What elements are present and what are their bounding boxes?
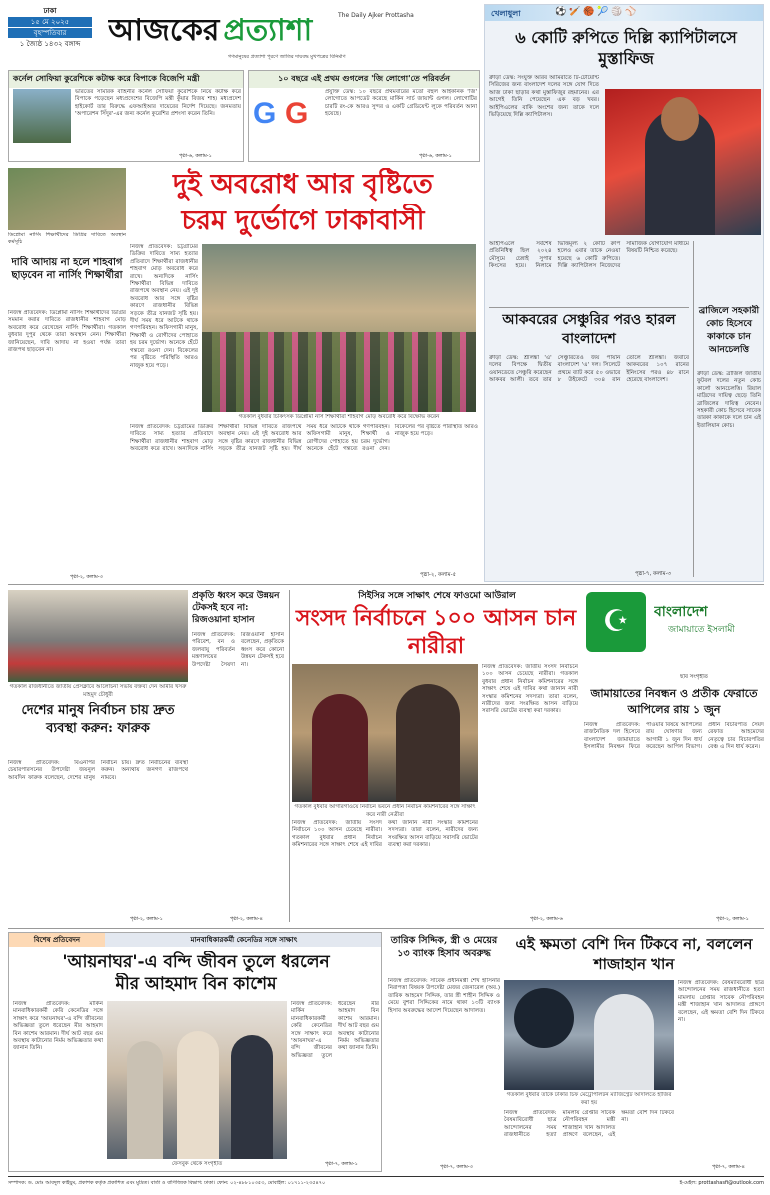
jamaat-jump: পৃষ্ঠা-২, কলাম-১ [716,916,749,922]
rizwana-headline: প্রকৃতি ধ্বংস করে উন্নয়ন টেকসই হবে না: রিজওয়ানা হাসান [192,591,280,625]
shahjahan-side-body: নিজস্ব প্রতিবেদক: বৈষম্যবিরোধী ছাত্র আন্দোলনের সময় রাজধানীতে হত্যা মামলায় গ্রেপ্তার সাবেক নৌপরিবহন মন্ত্রী শাজাহান খান আদালত প্রাঙ্গণে বলেছেন, এই ক্ষমতা বেশি দিন টিকবে না। [678,980,764,1024]
top-left-headline: কর্নেল সোফিয়া কুরেশিকে কটাক্ষ করে বিপাকে বিজেপি মন্ত্রী [9,71,243,88]
sport-body: আইপিএলে সর্বশেষ প্রতিনিধিত্ব ছিল ২০২৪ মৌসুমে চেন্নাই সুপার কিংসের হয়ে। নিলামে ভিত্তিমূল্য ২ কোটি রুপি হলেও এবার তাকে নেওয়া হয়েছে ৬ কোটি রুপিতে। দিল্লি ক্যাপিটালস নিজেদের সামাজিক যোগাযোগ মাধ্যমে বিষয়টি নিশ্চিত করেছে। [489,241,689,270]
sport-section-bar [485,5,764,21]
rizwana-body: নিজস্ব প্রতিবেদক: পরিবেশ, বন ও জলবায়ু পরিবর্তন মন্ত্রণালয়ের উপদেষ্টা সৈয়দা রিজওয়ানা হাসান বলেছেন, প্রকৃতিকে ধ্বংস করে কোনো উন্নয়ন টেকসই হবে না। [192,632,284,668]
cricket-headline: আকবরের সেঞ্চুরির পরও হারল বাংলাদেশ [502,312,676,347]
lead-headline-line2: চরম দুর্ভোগে ঢাকাবাসী [181,205,425,236]
special-photo-caption: ফেসবুক থেকে সংগৃহীত [171,1161,223,1167]
sport-icons: ⚽ 🏏 🏀 🎾 🏐 ⚾ [555,7,637,17]
shahjahan-headline: এই ক্ষমতা বেশি দিন টিকবে না, বললেন শাজাহান খান [515,935,753,973]
mustafiz-photo [605,89,761,235]
farooq-headline: দেশের মানুষ নির্বাচন চায় দ্রুত ব্যবস্থা করুন: ফারুক [21,703,175,736]
jamaat-logo-box [584,590,764,660]
woman-right [396,684,460,802]
masthead-date-bn: ১ জ্যৈষ্ঠ ১৪৩২ বঙ্গাব্দ [19,40,81,48]
tarique-body: নিজস্ব প্রতিবেদক: সাবেক প্রধানমন্ত্রী শেখ হাসিনার নিরাপত্তা বিষয়ক উপদেষ্টা মেজর জেনারেল (অব.) তারিক আহমেদ সিদ্দিক, তার স্ত্রী শাহীন সিদ্দিক ও মেয়ে বুশরা সিদ্দিকের নামে থাকা ১৩টি ব্যাংক হিসাব অবরুদ্ধের আদেশ দিয়েছেন আদালত। [388,978,500,1014]
women-photo [292,664,478,802]
person-3 [231,1035,273,1159]
farooq-caption: গতকাল রাজধানীতে জাতীয় প্রেসক্লাবে আলোচনা সভায় বক্তব্য দেন আমীর খসরু মাহমুদ চৌধুরী [9,684,187,698]
women-jump: পৃষ্ঠা-২, কলাম-৬ [530,916,563,922]
lead-photo-caption: গতকাল বুধবার চিকিৎসক ডিপ্লোমা নার্স শিক্ষার্থীরা শাহবাগ মোড় অবরোধ করে বিক্ষোভ করেন [238,414,440,420]
farooq-jump: পৃষ্ঠা-২, কলাম-১ [130,916,163,922]
cricket-body: ক্রীড়া ডেস্ক: শ্রীলঙ্কা 'এ' দলের বিপক্ষে দ্বিতীয় ওয়ানডেতে সেঞ্চুরি করেছেন আকবর আলী। তবে তার সেঞ্চুরিতেও জয় পায়নি বাংলাদেশ 'এ' দল। সিলেটে প্রথমে ব্যাট করে ৫০ ওভারে ৮ উইকেটে ৩০৪ রান তোলে শ্রীলঙ্কা। জবাবে আকবরের ১০৭ রানের ইনিংসের পরও ৪৮ রানে হেরেছে বাংলাদেশ। [489,355,689,384]
special-body: নিজস্ব প্রতিবেদক: মার্কিন মানবাধিকারকর্মী কেরি কেনেডির সঙ্গে সাক্ষাৎ করে 'আয়নাঘর'-এ বন্দি জীবনের অভিজ্ঞতা তুলে ধরেছেন মীর আহমাদ বিন কাশেম আরমান। দীর্ঘ আট বছর গুম অবস্থায় কাটানোর নির্মম অভিজ্ঞতার কথা জানান তিনি। [291,1001,379,1059]
google-headline: ১০ বছরে এই প্রথম গুগলের 'জি লোগো'তে পরিবর্তন [249,71,479,88]
masthead-city: ঢাকা [43,7,57,15]
sport-lead: ক্রীড়া ডেস্ক: সংযুক্ত আরব আমিরাতে টি-টোয়েন্টি সিরিজের জন্য বাংলাদেশ দলের সঙ্গে যোগ দিতে আজ ঢাকা ছাড়ার কথা মুস্তাফিজুর রহমানের। এর আগেই তিনি পেয়েছেন এক বড় খবর। আইপিএলের বাকি অংশের জন্য তাকে দলে ভিড়িয়েছে দিল্লি ক্যাপিটালস। [489,75,599,119]
special-tag: বিশেষ প্রতিবেদন [9,933,105,947]
footer-imprint: সম্পাদক: ড. মোঃ আবদুল কাইয়ুম, প্রকাশক কর্তৃক প্রকাশিত এবং মুদ্রিত। বার্তা ও বাণিজ্যিক বিভাগ: ঢাকা। ফোন: ০২-৪৮৮১০৩৫৩, মোবাইল: ০১৭১১-২৩৫৪৭০ [8,1180,326,1186]
women-body-continued: নিজস্ব প্রতিবেদক: জাতীয় সংসদ নির্বাচনে ১০০ আসন চেয়েছে নারীরা। গতকাল বুধবার প্রধান নির্বাচন কমিশনারের সঙ্গে সাক্ষাৎ শেষে এই দাবির কথা জানান নারী সংস্কার কমিশনের সদস্যরা। তারা বলেন, নারীদের জন্য সংরক্ষিত আসন বাড়িয়ে সরাসরি ভোটের ব্যবস্থা করা দরকার। [482,664,578,715]
nursing-body: নিজস্ব প্রতিবেদক: ডিপ্লোমা নার্সিং শিক্ষার্থীদের ডিগ্রির সমমান করার দাবিতে রাজধানীর শাহবাগ মোড় অবরোধ করে রেখেছেন নার্সিং শিক্ষার্থীরা। গতকাল বুধবার দুপুর থেকে তারা অবস্থান নেন। শিক্ষার্থীরা জানিয়েছেন, দাবি আদায় না হওয়া পর্যন্ত তারা রাজপথ ছাড়বেন না। [8,310,126,354]
tarique-jump: পৃষ্ঠা-৭, কলাম-৩ [440,1164,473,1170]
jamaat-body: নিজস্ব প্রতিবেদক: রাজনৈতিক দল হিসেবে বাংলাদেশ জামায়াতে ইসলামীর নিবন্ধন ফিরে পাওয়ার বিষয়ে আপিলের রায় ঘোষণার জন্য আগামী ১ জুন দিন ধার্য করেছেন আপিল বিভাগ। প্রধান বিচারপতি সৈয়দ রেফাত আহমেদের নেতৃত্বে চার বিচারপতির বেঞ্চ এ দিন ধার্য করেন। [584,722,764,751]
special-photo [107,1001,287,1159]
newspaper-tagline: গণমানুষের প্রত্যাশা পূরণে জাতির দায়বদ্ধ মুখপত্রের বিনির্মাণ [228,54,346,60]
masthead-weekday: বৃহস্পতিবার [8,28,92,38]
jamaat-logo-sub: জামায়াতে ইসলামী [668,625,735,635]
google-logo-new: G [285,97,309,130]
date-box [8,6,92,58]
jamaat-credit: ছবি সংগৃহীত [680,674,708,680]
jamaat-logo: ☪ [586,592,646,652]
top-left-jump: পৃষ্ঠা-৬, কলাম-১ [179,153,212,159]
jamaat-logo-text: বাংলাদেশ [654,604,708,620]
shahjahan-caption: গতকাল বুধবার তাকে ঢাকার চিফ মেট্রোপলিটন ম্যাজিস্ট্রেট আদালতে হাজির করা হয় [506,1092,672,1106]
women-body: নিজস্ব প্রতিবেদক: জাতীয় সংসদ নির্বাচনে ১০০ আসন চেয়েছে নারীরা। গতকাল বুধবার প্রধান নির্বাচন কমিশনারের সঙ্গে সাক্ষাৎ শেষে এই দাবির কথা জানান নারী সংস্কার কমিশনের সদস্যরা। তারা বলেন, নারীদের জন্য সংরক্ষিত আসন বাড়িয়ে সরাসরি ভোটের ব্যবস্থা করা দরকার। [292,820,478,849]
woman-left [312,694,368,802]
rizwana-jump: পৃষ্ঠা-২, কলাম-৪ [230,916,263,922]
brazil-body: ক্রীড়া ডেস্ক: ব্রাজিল জাতীয় ফুটবল দলের নতুন কোচ কার্লো আনচেলত্তি। রিয়াল মাদ্রিদের দায়িত্ব ছেড়ে তিনি ব্রাজিলের দায়িত্ব নেবেন। সহকারী কোচ হিসেবে সাবেক তারকা কাকাকে দলে চান এই ইতালিয়ান কোচ। [697,371,761,429]
special-intro: নিজস্ব প্রতিবেদক: মার্কিন মানবাধিকারকর্মী কেরি কেনেডির সঙ্গে সাক্ষাৎ করে 'আয়নাঘর'-এ বন্দি জীবনের অভিজ্ঞতা তুলে ধরেছেন মীর আহমাদ বিন কাশেম আরমান। দীর্ঘ আট বছর গুম অবস্থায় কাটানোর নির্মম অভিজ্ঞতার কথা জানান তিনি। [13,1001,103,1052]
farooq-photo [8,590,188,682]
shahjahan-photo [504,980,674,1090]
person-2 [177,1031,219,1159]
nursing-photo [8,168,126,230]
women-caption: গতকাল বুধবার আগারগাঁওয়ে নির্বাচন ভবনে প্রধান নির্বাচন কমিশনারের সঙ্গে সাক্ষাৎ করে নারী নেত্রীরা [294,804,476,818]
newspaper-name-english: The Daily Ajker Prottasha [338,12,414,19]
google-story [248,70,480,162]
special-headline-line1: 'আয়নাঘর'-এ বন্দি জীবন তুলে ধরলেন [62,952,330,972]
newspaper-name-part1: আজকের [108,13,220,48]
shahjahan-jump: পৃষ্ঠা-৭, কলাম-৪ [712,1164,745,1170]
cricket-jump: পৃষ্ঠা-৭, কলাম-৩ [635,571,672,577]
nursing-jump: পৃষ্ঠা-২, কলাম-৩ [70,574,103,580]
google-jump: পৃষ্ঠা-৬, কলাম-১ [419,153,452,159]
google-body: প্রযুক্তি ডেস্ক: ১০ বছরে প্রথমবারের মতো বহুল আইকনিক 'জি' লোগোতে আপডেট করেছে মার্কিন সার্চ জায়ান্ট গুগল। লোগোটির চারটি রং-কে আরও সুন্দর ও একটি গ্রেডিয়েন্ট লুকে পরিবর্তন আনা হয়েছে। [325,89,477,118]
shahjahan-figure [594,994,654,1090]
special-headline-line2: মীর আহমাদ বিন কাশেম [115,974,277,994]
women-kicker: সিইসির সঙ্গে সাক্ষাৎ শেষে ফাওমো আউরাল [358,591,516,601]
brazil-headline: ব্রাজিলে সহকারী কোচ হিসেবে কাকাকে চান আনচেলত্তি [698,306,760,355]
shahjahan-body: নিজস্ব প্রতিবেদক: বৈষম্যবিরোধী ছাত্র আন্দোলনের সময় রাজধানীতে হত্যা মামলায় গ্রেপ্তার সাবেক নৌপরিবহন মন্ত্রী শাজাহান খান আদালত প্রাঙ্গণে বলেছেন, এই ক্ষমতা বেশি দিন টিকবে না। [504,1110,674,1139]
farooq-body: নিজস্ব প্রতিবেদক: বিএনপির চেয়ারপারসনের উপদেষ্টা জয়নুল আবদিন ফারুক বলেছেন, দেশের মানুষ নির্বাচন চায়। দ্রুত নির্বাচনের ব্যবস্থা করুন। অন্যথায় জনগণ রাজপথে নামবে। [8,760,188,781]
player-head [661,97,699,141]
masthead [8,6,480,66]
google-logo-old: G [253,97,277,130]
newspaper-name [108,6,480,52]
colonel-photo [13,89,71,143]
nursing-headline: দাবি আদায় না হলে শাহবাগ ছাড়বেন না নার্সিং শিক্ষার্থীরা [11,257,123,281]
lead-jump: পৃষ্ঠা-২, কলাম-৫ [420,572,457,578]
crowd-shape [202,332,476,412]
lead-photo [202,244,476,412]
tarique-headline: তারিক সিদ্দিক, স্ত্রী ও মেয়ের ১৩ ব্যাংক হিসাব অবরুদ্ধ [390,935,498,959]
sport-headline: ৬ কোটি রুপিতে দিল্লি ক্যাপিটালসে মুস্তাফিজ [515,28,737,68]
newspaper-name-part2: প্রত্যাশা [223,13,313,48]
top-left-story [8,70,244,162]
lead-intro: নিজস্ব প্রতিবেদক: চট্টগ্রামের ডিক্রির দাবিতে সাম্য হত্যার প্রতিবাদে শিক্ষার্থীরা রাজধানীর শাহবাগ মোড় অবরোধ করে রাখে। অন্যদিকে নার্সিং শিক্ষার্থীরা বিভিন্ন দাবিতে রাজপথে অবস্থান নেয়। এই দুই অবরোধ আর সঙ্গে বৃষ্টির কারণে রাজধানীর বিভিন্ন সড়কে তীব্র যানজট সৃষ্টি হয়। দীর্ঘ সময় ধরে আটকে থাকে গণপরিবহন। অফিসগামী মানুষ, শিক্ষার্থী ও রোগীদের পোহাতে হয় চরম দুর্ভোগ। অনেকে হেঁটে গন্তব্যে রওনা দেন। বিকেলের পর বৃষ্টিতে পরিস্থিতি আরও নাজুক হয়ে পড়ে। [130,244,198,369]
jamaat-headline: জামায়াতের নিবন্ধন ও প্রতীক ফেরাতে আপিলের রায় ১ জুন [590,687,758,716]
nursing-caption: ডিপ্লোমা নার্সিং শিক্ষার্থীদের ডিগ্রির দাবিতে অবস্থান কর্মসূচি [8,232,126,246]
special-jump: পৃষ্ঠা-৭, কলাম-১ [325,1161,358,1167]
footer-email: ই-মেইল: prottashasfi@outlook.com [679,1180,764,1186]
police-helmet [514,988,574,1048]
special-report [8,932,382,1172]
person-1 [127,1041,163,1159]
lead-headline-line1: দুই অবরোধ আর বৃষ্টিতে [173,169,433,200]
sport-panel [484,4,764,582]
sport-section-label: খেলাধুলা [491,9,521,18]
lead-body: নিজস্ব প্রতিবেদক: চট্টগ্রামের ডিক্রির দাবিতে সাম্য হত্যার প্রতিবাদে শিক্ষার্থীরা রাজধানীর শাহবাগ মোড় অবরোধ করে রাখে। অন্যদিকে নার্সিং শিক্ষার্থীরা বিভিন্ন দাবিতে রাজপথে অবস্থান নেয়। এই দুই অবরোধ আর সঙ্গে বৃষ্টির কারণে রাজধানীর বিভিন্ন সড়কে তীব্র যানজট সৃষ্টি হয়। দীর্ঘ সময় ধরে আটকে থাকে গণপরিবহন। অফিসগামী মানুষ, শিক্ষার্থী ও রোগীদের পোহাতে হয় চরম দুর্ভোগ। অনেকে হেঁটে গন্তব্যে রওনা দেন। বিকেলের পর বৃষ্টিতে পরিস্থিতি আরও নাজুক হয়ে পড়ে। [130,424,478,453]
special-kicker: মানবাধিকারকর্মী কেনেডির সঙ্গে সাক্ষাৎ [105,933,382,947]
masthead-date: ১৫ মে ২০২৫ [8,17,92,27]
top-left-body: ভারতের সামরিক বাহিনীর কর্নেল সোফিয়া কুরেশিকে নিয়ে কটাক্ষ করে বিপাকে পড়েছেন মধ্যপ্রদেশের বিজেপি মন্ত্রী কুঁয়ার বিজয় শাহ। মধ্যপ্রদেশ হাইকোর্ট তার বিরুদ্ধে এফআইআর দায়েরের নির্দেশ দিয়েছে। জনমতায় 'অপারেশন সিঁদুর'-এর জন্য কর্নেল কুরেশির প্রশংসা করেন তিনি। [75,89,241,118]
women-headline: সংসদ নির্বাচনে ১০০ আসন চান নারীরা [295,605,577,659]
